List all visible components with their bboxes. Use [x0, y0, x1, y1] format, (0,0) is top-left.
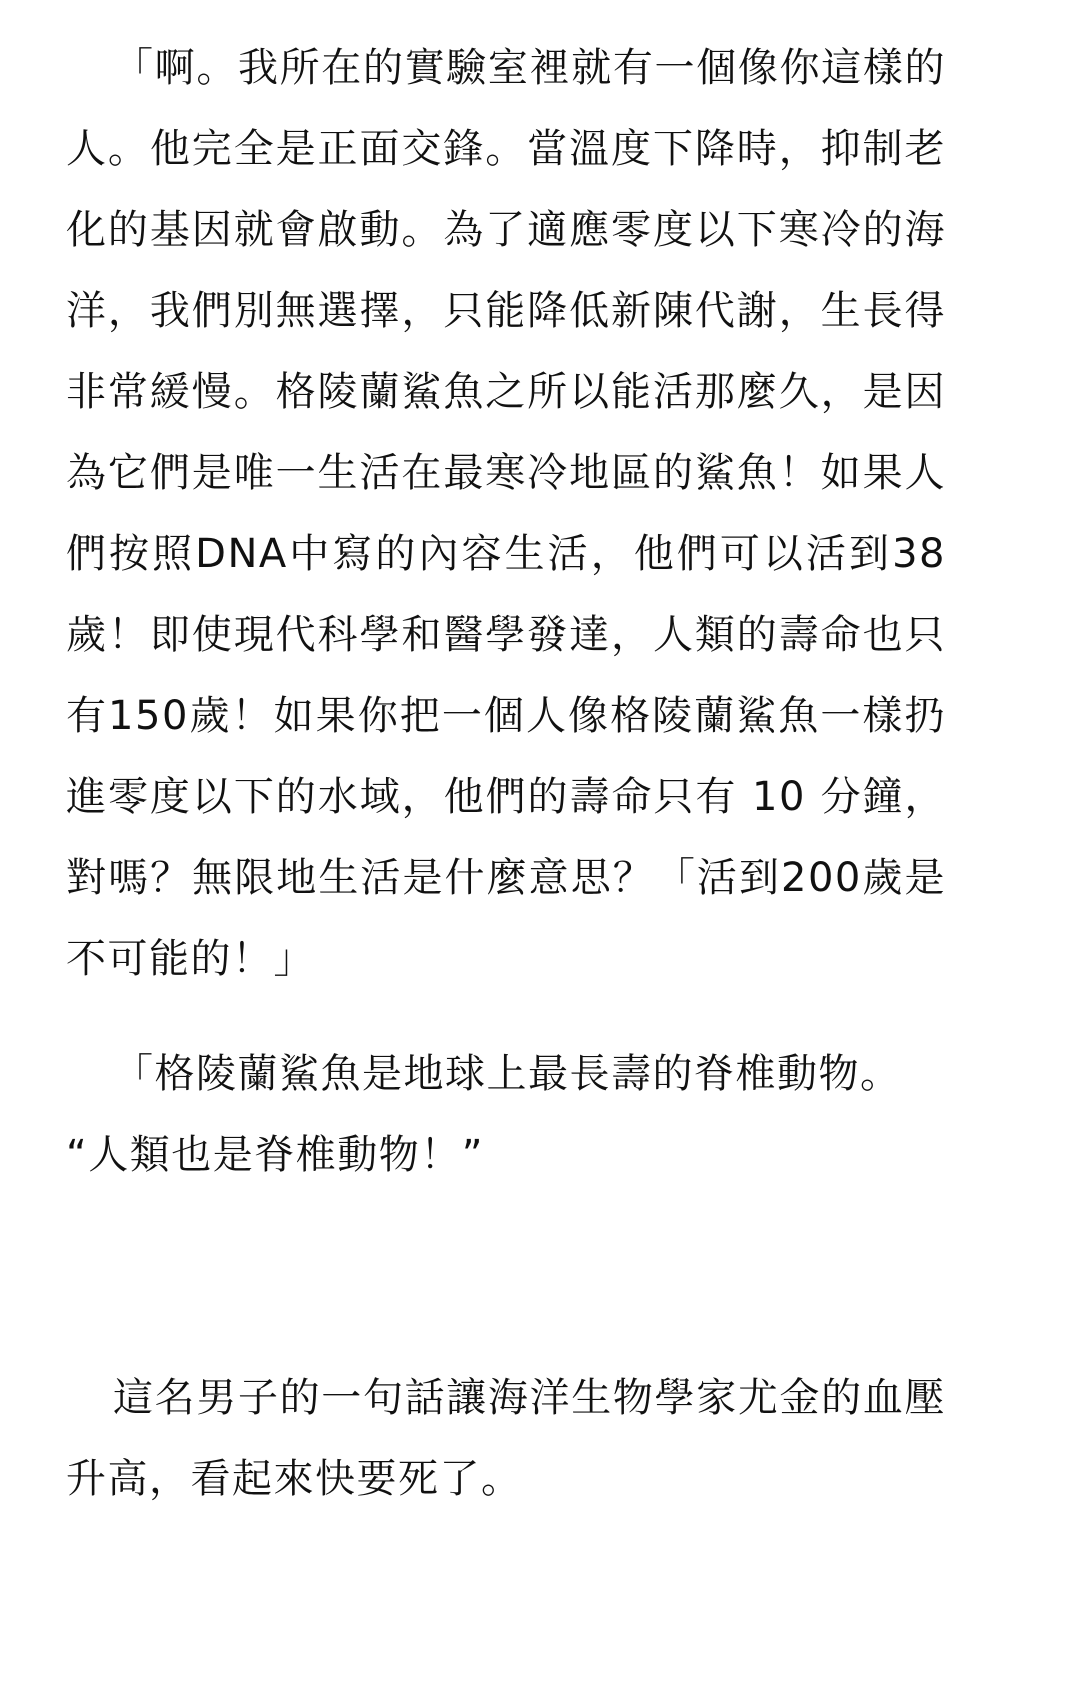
paragraph-narration: 這名男子的一句話讓海洋生物學家尤金的血壓升高，看起來快要死了。: [66, 1375, 946, 1502]
paragraph-vertebrate-exchange: [66, 1034, 946, 1196]
paragraph-lab-dialogue: 「啊。我所在的實驗室裡就有一個像你這樣的人。他完全是正面交鋒。當溫度下降時，抑制老化的基因就會啟動。為了適應零度以下寒冷的海洋，我們別無選擇，只能降低新陳代謝，生長得非常緩慢。格陵蘭鯊魚之所以能活那麼久，是因為它們是唯一生活在最寒冷地區的鯊魚！如果人們按照DNA中寫的內容生活，他們可以活到38歲！即使現代科學和醫學發達，人類的壽命也只有150歲！如果你把一個人像格陵蘭鯊魚一樣扔進零度以下的水域，他們的壽命只有 10 分鐘，對嗎？無限地生活是什麼意思？「活到200歲是不可能的！」: [66, 45, 946, 982]
dialogue-line-human: “人類也是脊椎動物！”: [66, 1132, 484, 1178]
dialogue-line-shark: 「格陵蘭鯊魚是地球上最長壽的脊椎動物。: [113, 1051, 902, 1097]
